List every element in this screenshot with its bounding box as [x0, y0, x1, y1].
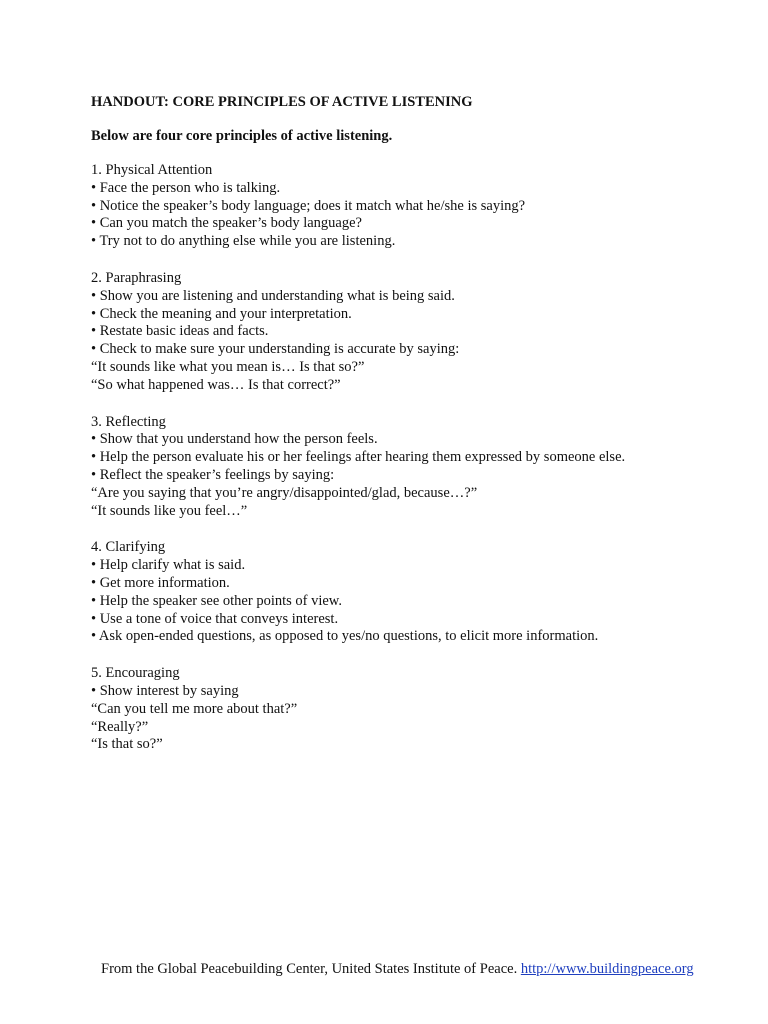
- list-item: • Ask open-ended questions, as opposed to yes/no questions, to elicit more information.: [91, 628, 599, 645]
- footer-source-text: From the Global Peacebuilding Center, United States Institute of Peace.: [101, 961, 518, 977]
- section-heading: 3. Reflecting: [91, 413, 166, 430]
- list-item: • Help the person evaluate his or her feelings after hearing them expressed by someone else.: [91, 449, 626, 466]
- quote-line: “Are you saying that you’re angry/disappointed/glad, because…?”: [91, 484, 478, 501]
- list-item: • Face the person who is talking.: [91, 179, 281, 196]
- quote-line: “It sounds like what you mean is… Is that so?”: [91, 358, 365, 375]
- section-physical-attention: [91, 162, 731, 251]
- list-item: • Check to make sure your understanding is accurate by saying:: [91, 341, 460, 358]
- list-item: • Show interest by saying: [91, 682, 239, 699]
- section-paraphrasing: [91, 270, 731, 395]
- list-item: • Check the meaning and your interpretation.: [91, 305, 352, 322]
- section-heading: 1. Physical Attention: [91, 162, 213, 178]
- list-item: • Notice the speaker’s body language; does it match what he/she is saying?: [91, 197, 526, 214]
- quote-line: “So what happened was… Is that correct?”: [91, 376, 341, 393]
- list-item: • Help the speaker see other points of view.: [91, 592, 342, 609]
- page-title: HANDOUT: CORE PRINCIPLES OF ACTIVE LISTENING: [91, 94, 473, 110]
- quote-line: “Really?”: [91, 718, 149, 735]
- document-page: [91, 94, 731, 773]
- section-clarifying: [91, 539, 731, 646]
- list-item: • Can you match the speaker’s body language?: [91, 215, 362, 232]
- list-item: • Try not to do anything else while you are listening.: [91, 233, 396, 250]
- list-item: • Help clarify what is said.: [91, 557, 246, 574]
- quote-line: “Is that so?”: [91, 736, 163, 753]
- section-heading: 4. Clarifying: [91, 539, 166, 556]
- list-item: • Get more information.: [91, 574, 230, 591]
- section-heading: 5. Encouraging: [91, 665, 180, 682]
- page-footer: [101, 960, 694, 978]
- list-item: • Reflect the speaker’s feelings by saying:: [91, 466, 335, 483]
- list-item: • Show that you understand how the person feels.: [91, 431, 378, 448]
- list-item: • Restate basic ideas and facts.: [91, 323, 269, 340]
- section-reflecting: [91, 414, 731, 521]
- section-encouraging: [91, 665, 731, 754]
- quote-line: “It sounds like you feel…”: [91, 502, 248, 519]
- list-item: • Use a tone of voice that conveys interest.: [91, 610, 339, 627]
- section-heading: 2. Paraphrasing: [91, 269, 182, 286]
- quote-line: “Can you tell me more about that?”: [91, 700, 298, 717]
- footer-link[interactable]: http://www.buildingpeace.org: [520, 961, 694, 977]
- intro-text: Below are four core principles of active listening.: [91, 128, 393, 144]
- list-item: • Show you are listening and understanding what is being said.: [91, 287, 455, 304]
